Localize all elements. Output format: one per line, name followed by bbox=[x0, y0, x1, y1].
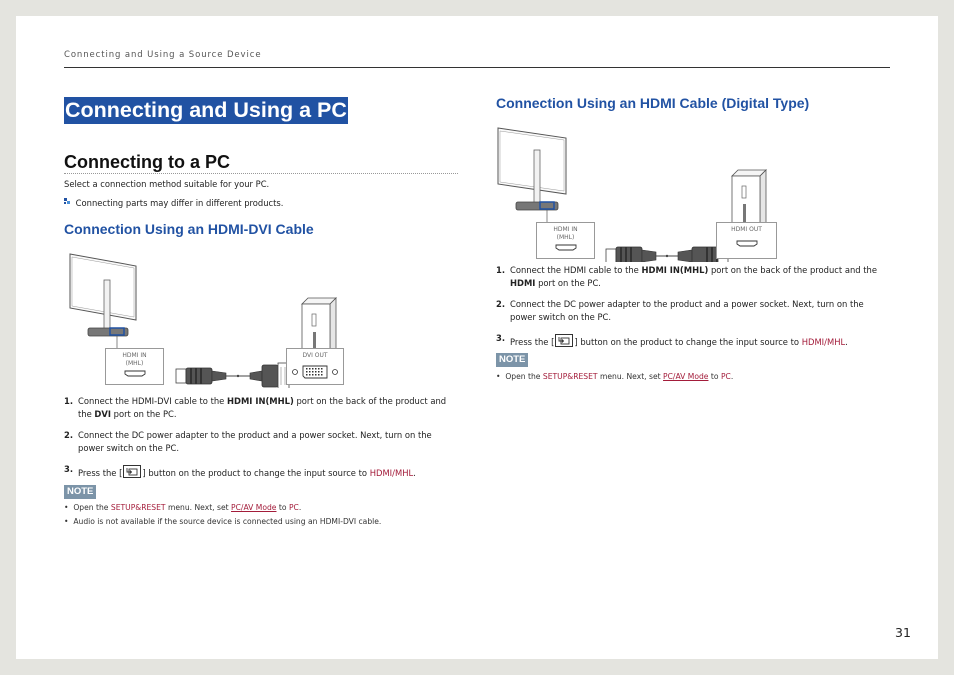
step-number: 2. bbox=[496, 299, 506, 309]
hdmi-in-port-box bbox=[105, 348, 164, 385]
page-number: 31 bbox=[895, 625, 911, 640]
step-text: port on the PC. bbox=[535, 278, 601, 288]
bullet-dot-icon: • bbox=[64, 517, 74, 526]
hint-text: Connecting parts may differ in different products. bbox=[75, 198, 284, 208]
source-button-icon bbox=[123, 465, 141, 478]
setting-link[interactable]: PC/AV Mode bbox=[231, 503, 277, 512]
note-text: Open the bbox=[505, 372, 543, 381]
step-number: 3. bbox=[64, 464, 74, 474]
hdmi-in-label: HDMI IN bbox=[122, 352, 147, 359]
hdmi-step-1 bbox=[496, 264, 896, 290]
hdmi-step-3 bbox=[496, 332, 896, 348]
hdmi-out-label: HDMI OUT bbox=[731, 226, 762, 233]
intro-text: Select a connection method suitable for your PC. bbox=[64, 179, 270, 189]
note-text: . bbox=[298, 503, 302, 512]
source-button-icon bbox=[555, 334, 573, 347]
step-text: Press the [ bbox=[78, 468, 123, 478]
running-header: Connecting and Using a Source Device bbox=[64, 50, 262, 60]
step-text: . bbox=[413, 468, 416, 478]
step-text: Connect the HDMI-DVI cable to the bbox=[78, 396, 227, 406]
note-text: menu. Next, set bbox=[597, 372, 664, 381]
step-number: 1. bbox=[64, 396, 74, 406]
hdmi-in-label: HDMI IN bbox=[553, 226, 578, 233]
note-text: to bbox=[708, 372, 721, 381]
page-title: Connecting and Using a PC bbox=[65, 98, 347, 122]
setting-value: PC bbox=[720, 372, 731, 381]
menu-name: SETUP&RESET bbox=[542, 372, 598, 381]
hdmi-step-2 bbox=[496, 298, 896, 324]
step-text: port on the PC. bbox=[110, 409, 177, 419]
note-text: menu. Next, set bbox=[165, 503, 232, 512]
dvi-out-label: DVI OUT bbox=[302, 352, 328, 359]
note-text: to bbox=[276, 503, 289, 512]
menu-name: SETUP&RESET bbox=[110, 503, 166, 512]
note-text: Audio is not available if the source device is connected using an HDMI-DVI cable. bbox=[73, 517, 382, 526]
step-number: 2. bbox=[64, 430, 74, 440]
section-title: Connecting to a PC bbox=[64, 152, 230, 172]
step-text: power switch on the PC. bbox=[78, 443, 180, 453]
note-item bbox=[64, 516, 381, 527]
header-rule bbox=[64, 67, 890, 68]
blue-square-bullet-icon bbox=[64, 196, 70, 202]
port-name: HDMI IN(MHL) bbox=[227, 396, 294, 406]
step-text: power switch on the PC. bbox=[510, 312, 612, 322]
bullet-dot-icon: • bbox=[496, 372, 506, 381]
dvi-port-icon bbox=[291, 365, 339, 379]
hdmi-dvi-step-3 bbox=[64, 463, 464, 479]
hdmi-port-icon bbox=[736, 240, 758, 247]
step-number: 3. bbox=[496, 333, 506, 343]
source-name: HDMI/MHL bbox=[801, 337, 846, 347]
step-text: the bbox=[78, 409, 95, 419]
mhl-label: (MHL) bbox=[556, 234, 575, 241]
setting-value: PC bbox=[288, 503, 299, 512]
section-rule bbox=[64, 173, 458, 174]
hdmi-port-icon bbox=[124, 370, 146, 377]
step-text: Press the [ bbox=[510, 337, 555, 347]
mhl-label: (MHL) bbox=[125, 360, 144, 367]
note-item bbox=[64, 502, 301, 513]
step-text: Connect the HDMI cable to the bbox=[510, 265, 642, 275]
dvi-out-port-box bbox=[286, 348, 344, 385]
port-name: DVI bbox=[94, 409, 111, 419]
port-name: HDMI IN(MHL) bbox=[641, 265, 709, 275]
hdmi-title: Connection Using an HDMI Cable (Digital Type) bbox=[496, 95, 810, 111]
note-item bbox=[496, 371, 733, 382]
step-text: port on the back of the product and the bbox=[708, 265, 878, 275]
hdmi-dvi-step-2 bbox=[64, 429, 464, 455]
step-text: ] button on the product to change the input source to bbox=[574, 337, 802, 347]
hint-line bbox=[64, 197, 283, 210]
manual-page bbox=[16, 16, 938, 659]
step-number: 1. bbox=[496, 265, 506, 275]
source-name: HDMI/MHL bbox=[369, 468, 414, 478]
note-text: Open the bbox=[73, 503, 111, 512]
step-text: ] button on the product to change the input source to bbox=[142, 468, 370, 478]
setting-link[interactable]: PC/AV Mode bbox=[663, 372, 709, 381]
note-text: . bbox=[730, 372, 734, 381]
step-text: . bbox=[845, 337, 848, 347]
hdmi-dvi-step-1 bbox=[64, 395, 464, 421]
hdmi-port-icon bbox=[555, 244, 577, 251]
note-badge: NOTE bbox=[496, 353, 528, 367]
step-text: Connect the DC power adapter to the product and a power socket. Next, turn on the bbox=[78, 430, 432, 440]
bullet-dot-icon: • bbox=[64, 503, 74, 512]
hdmi-in-port-box bbox=[536, 222, 595, 259]
note-badge: NOTE bbox=[64, 485, 96, 499]
step-text: port on the back of the product and bbox=[293, 396, 447, 406]
hdmi-out-port-box bbox=[716, 222, 777, 259]
step-text: Connect the DC power adapter to the product and a power socket. Next, turn on the bbox=[510, 299, 864, 309]
hdmi-dvi-title: Connection Using an HDMI-DVI Cable bbox=[64, 221, 314, 237]
port-name: HDMI bbox=[510, 278, 536, 288]
